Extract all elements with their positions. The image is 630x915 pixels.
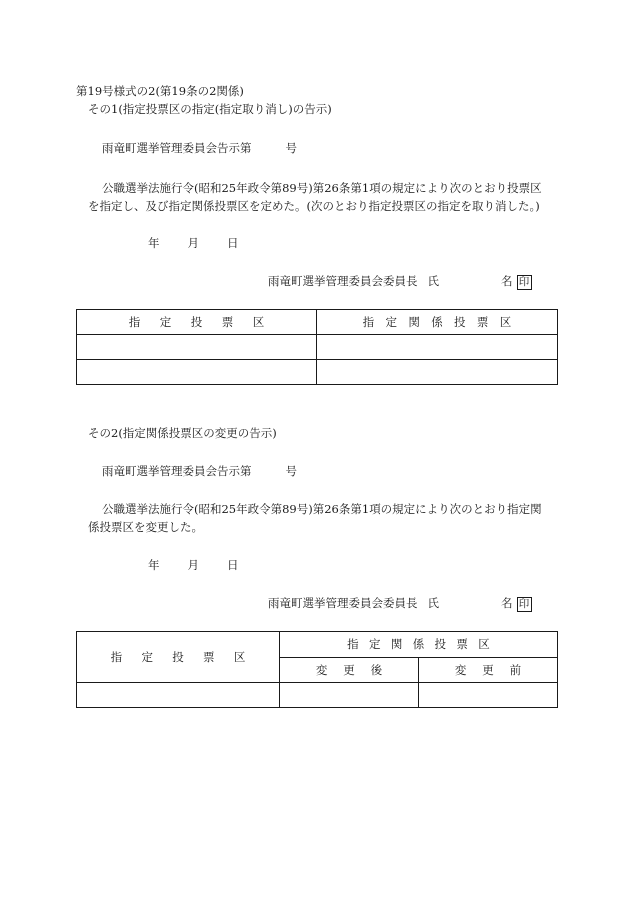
table-cell[interactable] [419, 683, 558, 708]
part2-date-line: 年 月 日 [148, 558, 239, 572]
table-cell[interactable] [280, 683, 419, 708]
table-row [77, 335, 558, 360]
part1-table [76, 309, 558, 385]
table-cell[interactable] [77, 683, 280, 708]
table-cell[interactable] [317, 335, 558, 360]
seal-mark: 印 [517, 275, 532, 290]
form-number-heading: 第19号様式の2(第19条の2関係) [76, 84, 244, 98]
part1-body-line1: 公職選挙法施行令(昭和25年政令第89号)第26条第1項の規定により次のとおり投票区 [102, 181, 542, 195]
header-before-change: 変 更 前 [419, 657, 558, 683]
part1-signature-line: 雨竜町選挙管理委員会委員長 氏 名 印 [268, 274, 532, 290]
part2-body-line2: 係投票区を変更した。 [88, 520, 203, 534]
table-row [77, 360, 558, 385]
header-related-district: 指 定 関 係 投 票 区 [317, 310, 558, 335]
part2-notice-number: 雨竜町選挙管理委員会告示第 号 [102, 464, 297, 478]
part2-signature-line: 雨竜町選挙管理委員会委員長 氏 名 印 [268, 596, 532, 612]
part2-heading: その2(指定関係投票区の変更の告示) [88, 426, 277, 440]
part2-body-line1: 公職選挙法施行令(昭和25年政令第89号)第26条第1項の規定により次のとおり指定関 [102, 502, 542, 516]
table-cell[interactable] [317, 360, 558, 385]
table-header-row [77, 632, 558, 658]
header-designated-district: 指 定 投 票 区 [77, 310, 317, 335]
part2-table [76, 631, 558, 708]
table-header-row [77, 310, 558, 335]
seal-mark: 印 [517, 597, 532, 612]
header-designated-district: 指 定 投 票 区 [77, 632, 280, 683]
part1-heading: その1(指定投票区の指定(指定取り消し)の告示) [88, 102, 332, 116]
table-cell[interactable] [77, 335, 317, 360]
table-cell[interactable] [77, 360, 317, 385]
part1-date-line: 年 月 日 [148, 236, 239, 250]
part1-notice-number: 雨竜町選挙管理委員会告示第 号 [102, 141, 297, 155]
part1-body-line2: を指定し、及び指定関係投票区を定めた。(次のとおり指定投票区の指定を取り消した。) [88, 199, 540, 213]
header-after-change: 変 更 後 [280, 657, 419, 683]
header-related-district: 指 定 関 係 投 票 区 [280, 632, 558, 658]
table-row [77, 683, 558, 708]
